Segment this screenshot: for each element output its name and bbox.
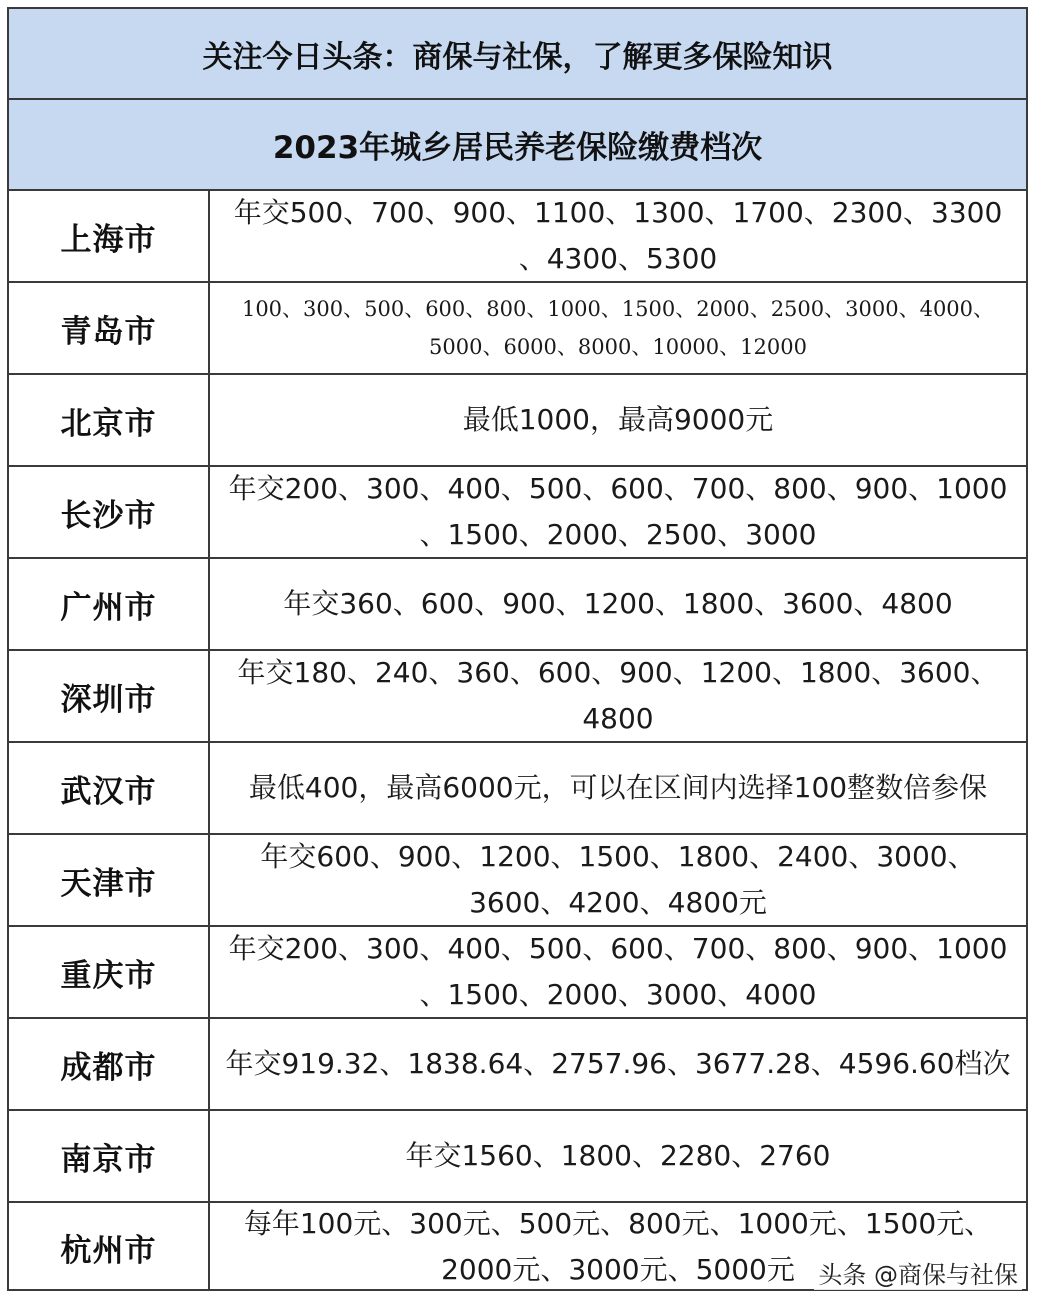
city-cell: 广州市: [9, 559, 210, 649]
table-row: [9, 927, 1026, 1019]
value-cell: 年交919.32、1838.64、2757.96、3677.28、4596.60档次: [225, 1047, 1011, 1080]
city-cell: 武汉市: [9, 743, 210, 833]
value-cell: 年交600、900、1200、1500、1800、2400、3000、 3600、4200、4800元: [260, 840, 976, 919]
table-row: [9, 559, 1026, 651]
city-cell: 深圳市: [9, 651, 210, 741]
value-cell: 最低400，最高6000元，可以在区间内选择100整数倍参保: [248, 771, 988, 804]
table-row: [9, 467, 1026, 559]
city-cell: 杭州市: [9, 1203, 210, 1291]
city-cell: 天津市: [9, 835, 210, 925]
table-row: [9, 835, 1026, 927]
value-cell: 年交180、240、360、600、900、1200、1800、3600、 4800: [237, 656, 999, 735]
city-cell: 重庆市: [9, 927, 210, 1017]
city-cell: 上海市: [9, 191, 210, 281]
table-row: [9, 743, 1026, 835]
value-cell: 年交1560、1800、2280、2760: [405, 1139, 831, 1172]
pension-table: [7, 7, 1028, 1291]
watermark: 头条 @商保与社保: [814, 1255, 1022, 1290]
table-title: 2023年城乡居民养老保险缴费档次: [9, 100, 1026, 191]
table-row: [9, 1019, 1026, 1111]
value-cell: 年交360、600、900、1200、1800、3600、4800: [283, 587, 953, 620]
value-cell: 最低1000，最高9000元: [462, 403, 774, 436]
table-row: [9, 1111, 1026, 1203]
value-cell: 年交200、300、400、500、600、700、800、900、1000 、1500、2000、3000、4000: [228, 932, 1008, 1011]
table-row: [9, 283, 1026, 375]
table-body: [9, 191, 1026, 1289]
table-row: [9, 651, 1026, 743]
city-cell: 北京市: [9, 375, 210, 465]
city-cell: 青岛市: [9, 283, 210, 373]
table-row: [9, 375, 1026, 467]
city-cell: 长沙市: [9, 467, 210, 557]
value-cell: 年交500、700、900、1100、1300、1700、2300、3300 、4300、5300: [233, 196, 1003, 275]
city-cell: 南京市: [9, 1111, 210, 1201]
city-cell: 成都市: [9, 1019, 210, 1109]
page-title: 关注今日头条：商保与社保，了解更多保险知识: [9, 9, 1026, 100]
table-row: [9, 191, 1026, 283]
value-cell: 每年100元、300元、500元、800元、1000元、1500元、 2000元、3000元、5000元: [243, 1207, 993, 1286]
value-cell: 100、300、500、600、800、1000、1500、2000、2500、3000、4000、 5000、6000、8000、10000、12000: [241, 297, 995, 359]
value-cell: 年交200、300、400、500、600、700、800、900、1000 、1500、2000、2500、3000: [228, 472, 1008, 551]
